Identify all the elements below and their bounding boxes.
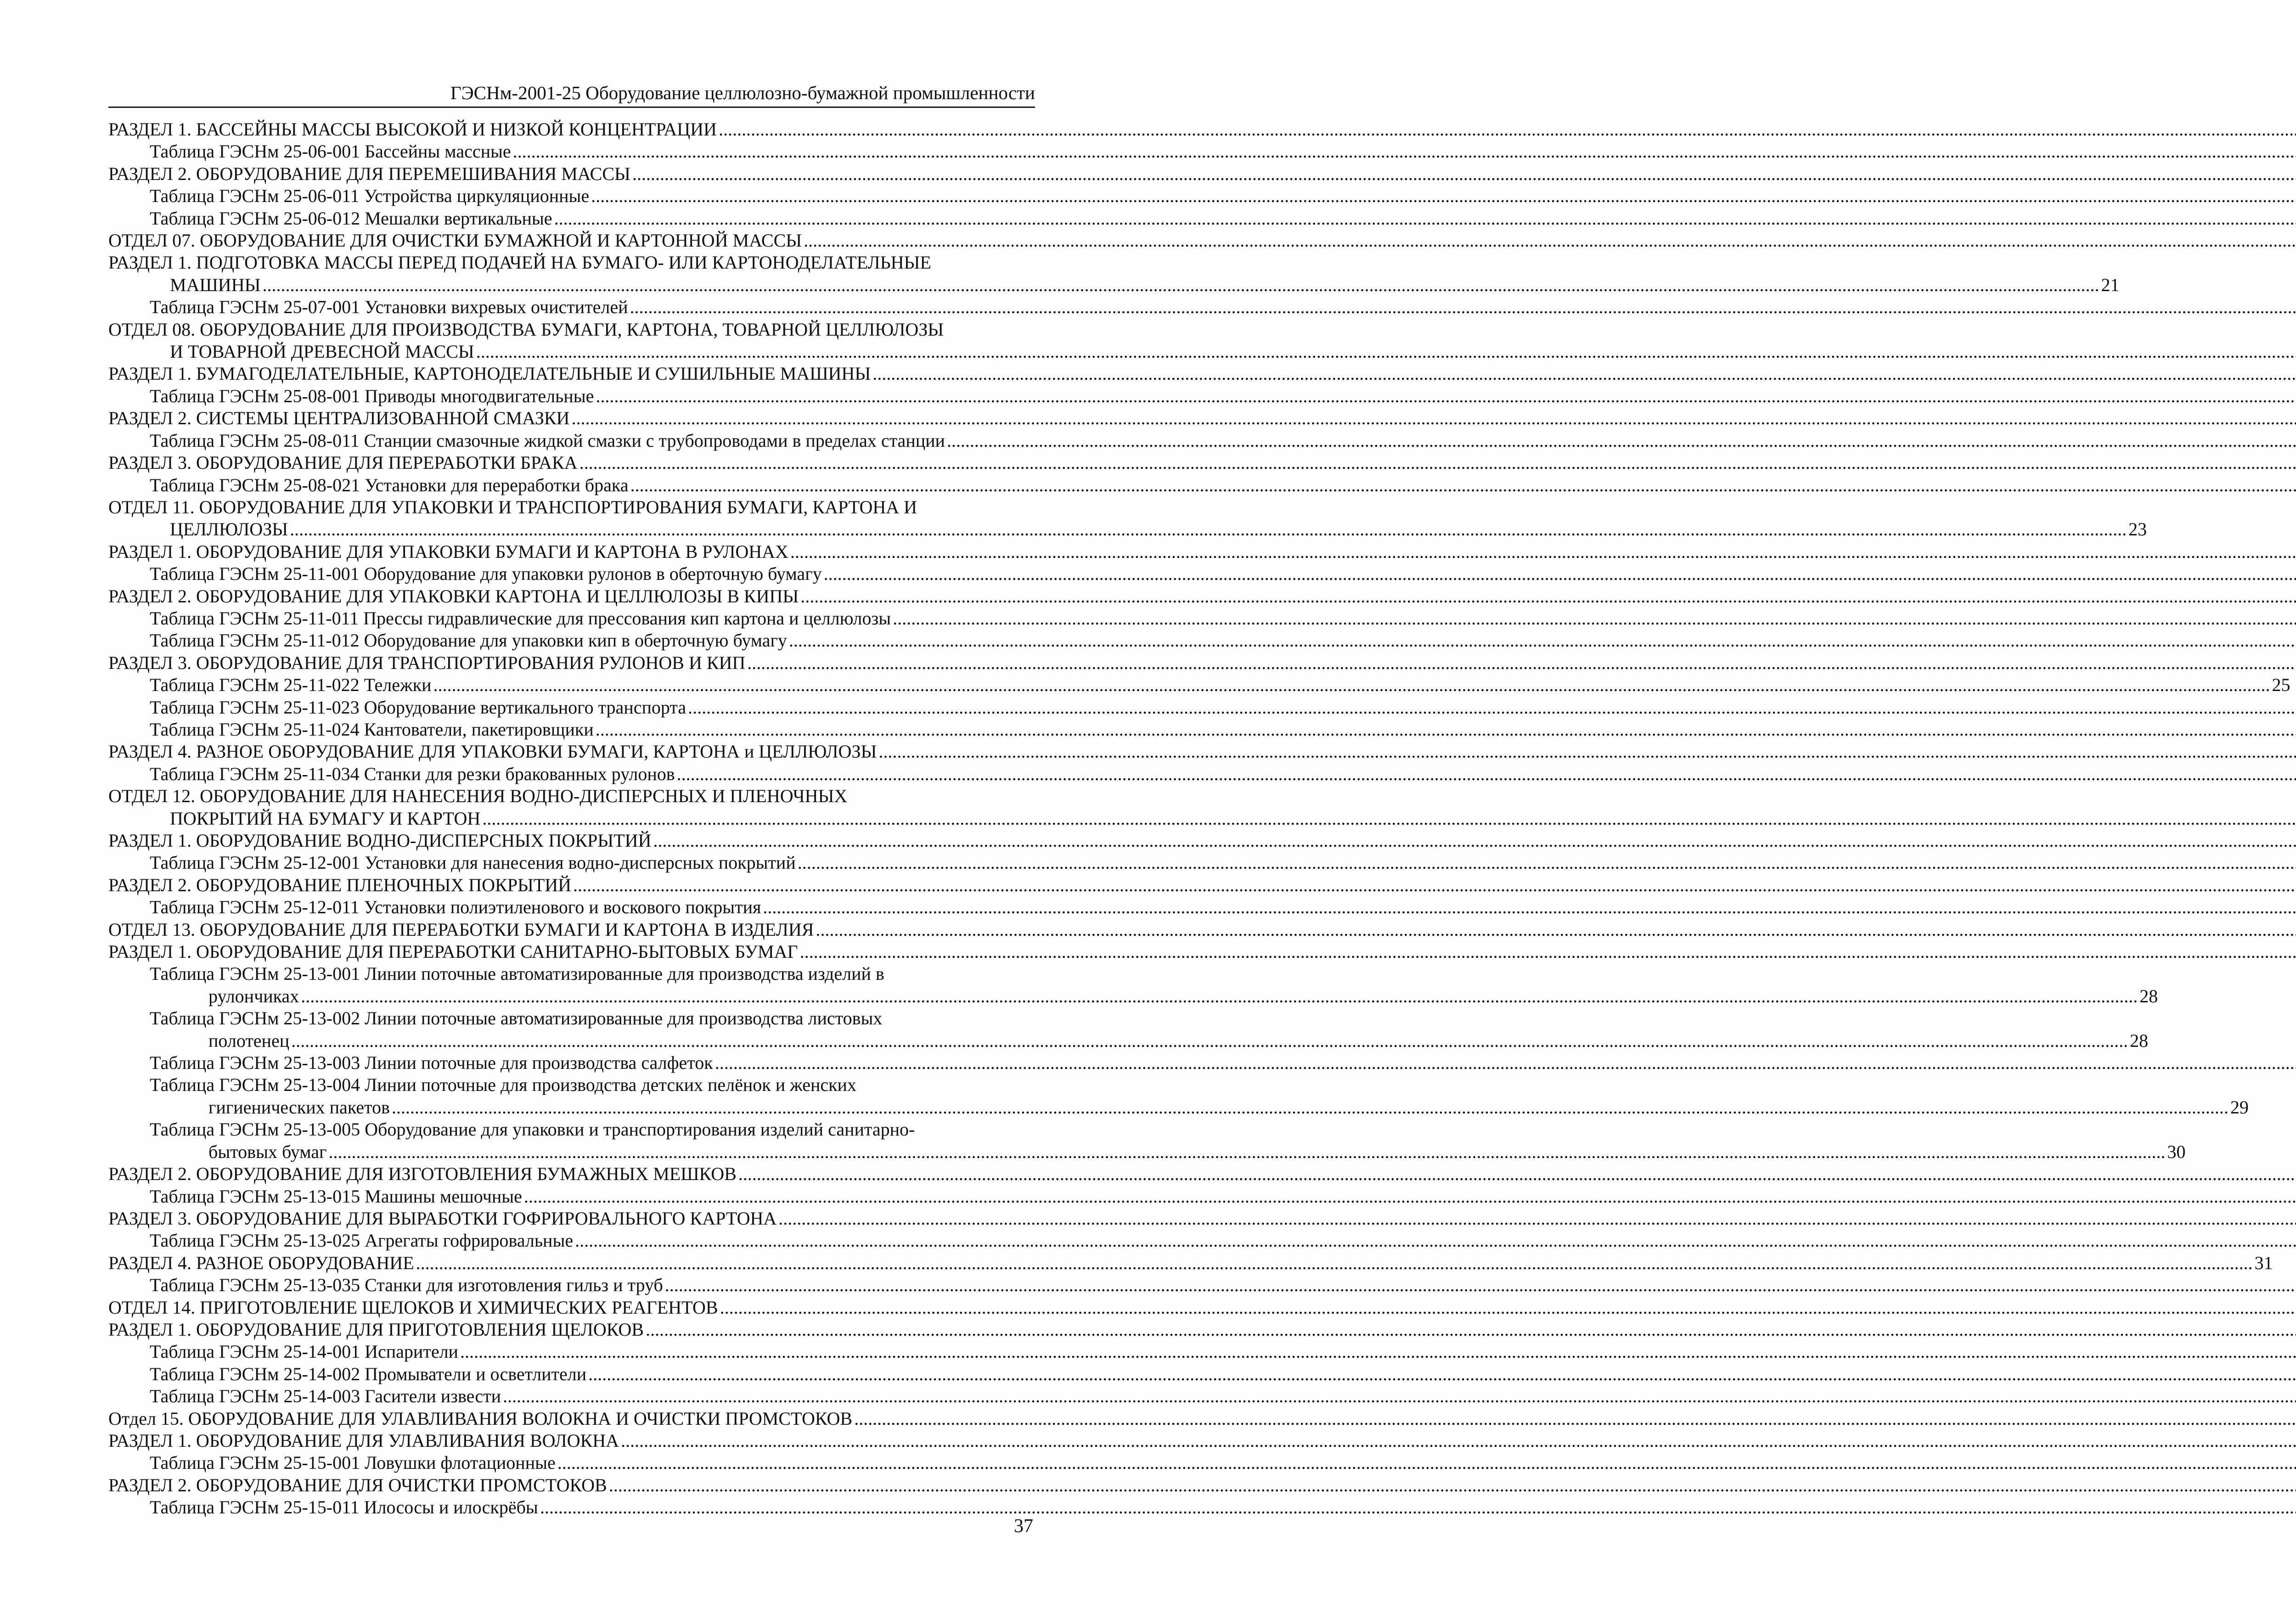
toc-table-entry (108, 630, 1035, 652)
toc-entry-title: Таблица ГЭСНм 25-15-011 Илососы и илоскрёбы (150, 1497, 538, 1518)
toc-entry-title: Таблица ГЭСНм 25-06-001 Бассейны массные (150, 141, 511, 162)
toc-entry-title: Таблица ГЭСНм 25-14-002 Промыватели и осветлители (150, 1363, 587, 1384)
toc-table-entry (108, 563, 1035, 585)
toc-entry-title: РАЗДЕЛ 1. ОБОРУДОВАНИЕ ДЛЯ УЛАВЛИВАНИЯ ВОЛОКНА (108, 1430, 619, 1451)
toc-table-entry (108, 1074, 2249, 1119)
toc-section-entry (108, 585, 1035, 607)
dot-leader (653, 830, 2296, 851)
dot-leader (778, 1208, 2296, 1229)
toc-table-entry (108, 1119, 2186, 1163)
toc-entry-title: Таблица ГЭСНм 25-13-002 Линии поточные автоматизированные для производства листовых (150, 1008, 883, 1029)
dot-leader (816, 919, 2296, 940)
toc-entry-title-continuation: МАШИНЫ (170, 274, 261, 295)
toc-entry-title: Таблица ГЭСНм 25-11-022 Тележки (150, 675, 432, 696)
toc-table-entry (108, 208, 1035, 230)
toc-table-entry (108, 185, 1035, 207)
toc-entry-title: РАЗДЕЛ 4. РАЗНОЕ ОБОРУДОВАНИЕ (108, 1252, 414, 1273)
toc-entry-title: РАЗДЕЛ 1. ОБОРУДОВАНИЕ ДЛЯ УПАКОВКИ БУМАГИ И КАРТОНА В РУЛОНАХ (108, 541, 788, 562)
toc-section-entry (108, 163, 1035, 185)
toc-entry-title: Таблица ГЭСНм 25-13-035 Станки для изготовления гильз и труб (150, 1275, 663, 1296)
toc-entry-title: РАЗДЕЛ 2. ОБОРУДОВАНИЕ ДЛЯ ОЧИСТКИ ПРОМСТОКОВ (108, 1474, 607, 1495)
toc-section-entry (108, 452, 1035, 474)
toc-entry-title: Таблица ГЭСНм 25-13-015 Машины мешочные (150, 1186, 522, 1207)
toc-page-number: 23 (2128, 519, 2147, 540)
toc-entry-title: Таблица ГЭСНм 25-13-001 Линии поточные автоматизированные для производства изделий в (150, 963, 884, 984)
toc-page-number: 28 (2130, 1030, 2149, 1051)
dot-leader (588, 1364, 2296, 1384)
dot-leader (503, 1386, 2296, 1406)
running-header: ГЭСНм-2001-25 Оборудование целлюлозно-бумажной промышленности (450, 82, 1035, 103)
toc-table-entry (108, 1274, 1035, 1296)
toc-section-entry (108, 1208, 1035, 1230)
toc-entry-title: Таблица ГЭСНм 25-11-023 Оборудование вертикального транспорта (150, 697, 687, 718)
toc-table-entry (108, 697, 1035, 719)
dot-leader (800, 941, 2296, 962)
toc-table-entry (108, 1186, 1035, 1208)
toc-entry-title: Таблица ГЭСНм 25-12-001 Установки для нанесения водно-дисперсных покрытий (150, 852, 796, 873)
dot-leader (763, 897, 2296, 917)
toc-entry-title: РАЗДЕЛ 1. БУМАГОДЕЛАТЕЛЬНЫЕ, КАРТОНОДЕЛАТЕЛЬНЫЕ И СУШИЛЬНЫЕ МАШИНЫ (108, 363, 871, 384)
toc-table-entry (108, 1052, 1035, 1074)
toc-section-entry (108, 541, 1035, 563)
dot-leader (262, 275, 2099, 295)
dot-leader (609, 1475, 2296, 1495)
dot-leader (416, 1253, 2253, 1273)
toc-table-entry (108, 1341, 1035, 1363)
toc-entry-title: Таблица ГЭСНм 25-08-001 Приводы многодвигательные (150, 385, 594, 406)
toc-entry-title: Таблица ГЭСНм 25-06-012 Мешалки вертикальные (150, 208, 552, 229)
toc-entry-title: ОТДЕЛ 14. ПРИГОТОВЛЕНИЕ ЩЕЛОКОВ И ХИМИЧЕСКИХ РЕАГЕНТОВ (108, 1297, 718, 1318)
toc-page-number: 21 (2101, 274, 2120, 295)
dot-leader (804, 230, 2296, 251)
dot-leader (596, 386, 2296, 406)
dot-leader (392, 1097, 2228, 1118)
dot-leader (854, 1408, 2296, 1429)
toc-entry-title: ОТДЕЛ 13. ОБОРУДОВАНИЕ ДЛЯ ПЕРЕРАБОТКИ БУМАГИ И КАРТОНА В ИЗДЕЛИЯ (108, 919, 814, 940)
toc-entry-title: Таблица ГЭСНм 25-14-003 Гасители извести (150, 1386, 501, 1407)
toc-section-entry (108, 407, 1035, 429)
toc-entry-title: ОТДЕЛ 07. ОБОРУДОВАНИЕ ДЛЯ ОЧИСТКИ БУМАЖНОЙ И КАРТОННОЙ МАССЫ (108, 230, 802, 251)
toc-entry-title-continuation: рулончиках (208, 985, 299, 1006)
toc-table-entry (108, 607, 1035, 630)
toc-entry-title: Таблица ГЭСНм 25-11-034 Станки для резки бракованных рулонов (150, 763, 675, 784)
toc-entry-title: Таблица ГЭСНм 25-11-001 Оборудование для упаковки рулонов в оберточную бумагу (150, 563, 822, 585)
dot-leader (947, 430, 2296, 451)
dot-leader (513, 141, 2296, 162)
toc-table-entry (108, 963, 2158, 1007)
toc-section-entry (108, 741, 1035, 763)
toc-table-entry (108, 1230, 1035, 1252)
toc-section-entry (108, 1252, 2273, 1274)
toc-section-entry (108, 1319, 1035, 1341)
dot-leader (720, 1297, 2296, 1318)
toc-section-entry (108, 1474, 1035, 1496)
dot-leader (632, 163, 2296, 184)
dot-leader (591, 185, 2296, 206)
dot-leader (715, 1052, 2296, 1073)
toc-table-entry (108, 1007, 2149, 1052)
dot-leader (677, 764, 2296, 784)
dot-leader (557, 1452, 2296, 1473)
toc-entry-title: РАЗДЕЛ 4. РАЗНОЕ ОБОРУДОВАНИЕ ДЛЯ УПАКОВКИ БУМАГИ, КАРТОНА и ЦЕЛЛЮЛОЗЫ (108, 741, 877, 762)
toc-entry-title: РАЗДЕЛ 2. ОБОРУДОВАНИЕ ПЛЕНОЧНЫХ ПОКРЫТИЙ (108, 874, 572, 895)
toc-section-entry (108, 230, 1035, 252)
toc-section-entry (108, 652, 1035, 674)
dot-leader (798, 852, 2296, 873)
dot-leader (596, 719, 2296, 740)
dot-leader (824, 563, 2296, 584)
toc-entry-title: Таблица ГЭСНм 25-12-011 Установки полиэтиленового и воскового покрытия (150, 897, 761, 918)
dot-leader (554, 208, 2296, 229)
toc-entry-title: Таблица ГЭСНм 25-06-011 Устройства циркуляционные (150, 185, 590, 207)
dot-leader (540, 1497, 2296, 1518)
dot-leader (571, 408, 2296, 428)
toc-table-entry (108, 474, 1035, 496)
toc-entry-title: Отдел 15. ОБОРУДОВАНИЕ ДЛЯ УЛАВЛИВАНИЯ ВОЛОКНА И ОЧИСТКИ ПРОМСТОКОВ (108, 1408, 853, 1429)
toc-entry-title: РАЗДЕЛ 2. ОБОРУДОВАНИЕ ДЛЯ ИЗГОТОВЛЕНИЯ БУМАЖНЫХ МЕШКОВ (108, 1164, 737, 1185)
toc-section-entry (108, 496, 2147, 541)
dot-leader (790, 541, 2296, 562)
toc-entry-title: РАЗДЕЛ 2. ОБОРУДОВАНИЕ ДЛЯ ПЕРЕМЕШИВАНИЯ МАССЫ (108, 163, 630, 184)
toc-table-entry (108, 1452, 1035, 1474)
dot-leader (893, 608, 2296, 629)
toc-table-entry (108, 385, 1035, 407)
toc-table-entry (108, 674, 2290, 696)
dot-leader (789, 630, 2296, 651)
toc-entry-title: ОТДЕЛ 11. ОБОРУДОВАНИЕ ДЛЯ УПАКОВКИ И ТРАНСПОРТИРОВАНИЯ БУМАГИ, КАРТОНА И (108, 496, 917, 517)
dot-leader (630, 297, 2296, 317)
toc-section-entry (108, 919, 1035, 941)
toc-section-entry (108, 319, 1035, 363)
toc-entry-title: Таблица ГЭСНм 25-13-003 Линии поточные для производства салфеток (150, 1052, 713, 1074)
toc-entry-title-continuation: гигиенических пакетов (208, 1096, 390, 1118)
toc-entry-title: РАЗДЕЛ 3. ОБОРУДОВАНИЕ ДЛЯ ВЫРАБОТКИ ГОФРИРОВАЛЬНОГО КАРТОНА (108, 1208, 777, 1229)
toc-entry-title: Таблица ГЭСНм 25-13-025 Агрегаты гофрировальные (150, 1230, 574, 1251)
toc-section-entry (108, 1163, 1035, 1185)
toc-entry-title-continuation: ЦЕЛЛЮЛОЗЫ (170, 519, 288, 540)
dot-leader (328, 1141, 2165, 1162)
toc-entry-title: РАЗДЕЛ 3. ОБОРУДОВАНИЕ ДЛЯ ПЕРЕРАБОТКИ БРАКА (108, 452, 578, 473)
dot-leader (630, 475, 2296, 495)
dot-leader (460, 1341, 2296, 1362)
toc-section-entry (108, 830, 1035, 852)
toc-section-entry (108, 1297, 1035, 1319)
dot-leader (433, 675, 2270, 695)
toc-table-entry (108, 1363, 1035, 1385)
toc-entry-title: Таблица ГЭСНм 25-11-024 Кантователи, пакетировщики (150, 719, 594, 740)
toc-entry-title-continuation: бытовых бумаг (208, 1141, 327, 1162)
toc-section-entry (108, 1408, 1035, 1430)
dot-leader (719, 119, 2296, 140)
toc-entry-title-continuation: ПОКРЫТИЙ НА БУМАГУ И КАРТОН (170, 808, 481, 829)
toc-entry-title: Таблица ГЭСНм 25-08-021 Установки для переработки брака (150, 474, 629, 495)
dot-leader (291, 1030, 2128, 1051)
toc-table-entry (108, 719, 1035, 741)
toc-entry-title: Таблица ГЭСНм 25-15-001 Ловушки флотационные (150, 1452, 556, 1473)
toc-entry-title: Таблица ГЭСНм 25-11-011 Прессы гидравлические для прессования кип картона и целлюлозы (150, 607, 891, 629)
toc-page-number: 25 (2272, 675, 2290, 696)
dot-leader (290, 519, 2127, 540)
page-number: 37 (1014, 1516, 1033, 1537)
toc-entry-title: Таблица ГЭСНм 25-14-001 Испарители (150, 1341, 458, 1362)
toc-section-entry (108, 252, 2120, 296)
dot-leader (301, 986, 2138, 1006)
toc-entry-title: РАЗДЕЛ 1. ПОДГОТОВКА МАССЫ ПЕРЕД ПОДАЧЕЙ НА БУМАГО- ИЛИ КАРТОНОДЕЛАТЕЛЬНЫЕ (108, 252, 931, 273)
dot-leader (738, 1164, 2296, 1184)
toc-table-entry (108, 852, 1035, 874)
dot-leader (573, 875, 2296, 895)
toc-page-number: 29 (2230, 1096, 2249, 1118)
dot-leader (747, 652, 2296, 673)
toc-entry-title: РАЗДЕЛ 1. ОБОРУДОВАНИЕ ДЛЯ ПЕРЕРАБОТКИ САНИТАРНО-БЫТОВЫХ БУМАГ (108, 941, 798, 962)
dot-leader (646, 1319, 2296, 1340)
toc-section-entry (108, 363, 1035, 385)
toc-table-entry (108, 141, 1035, 163)
toc-section-entry (108, 118, 1035, 141)
toc-table-entry (108, 1385, 1035, 1407)
toc-entry-title: Таблица ГЭСНм 25-13-004 Линии поточные для производства детских пелёнок и женских (150, 1074, 856, 1096)
toc-entry-title: РАЗДЕЛ 3. ОБОРУДОВАНИЕ ДЛЯ ТРАНСПОРТИРОВАНИЯ РУЛОНОВ И КИП (108, 652, 746, 673)
toc-section-entry (108, 941, 1035, 963)
toc-entry-title-continuation: И ТОВАРНОЙ ДРЕВЕСНОЙ МАССЫ (170, 341, 474, 362)
dot-leader (800, 586, 2296, 607)
toc-entry-title: ОТДЕЛ 12. ОБОРУДОВАНИЕ ДЛЯ НАНЕСЕНИЯ ВОДНО-ДИСПЕРСНЫХ И ПЛЕНОЧНЫХ (108, 786, 848, 807)
toc-entry-title: РАЗДЕЛ 1. БАССЕЙНЫ МАССЫ ВЫСОКОЙ И НИЗКОЙ КОНЦЕНТРАЦИИ (108, 119, 717, 140)
toc-entry-title: Таблица ГЭСНм 25-07-001 Установки вихревых очистителей (150, 297, 628, 318)
toc-entry-title: РАЗДЕЛ 1. ОБОРУДОВАНИЕ ВОДНО-ДИСПЕРСНЫХ ПОКРЫТИЙ (108, 830, 652, 851)
toc-table-entry (108, 296, 1035, 318)
table-of-contents (108, 118, 2290, 1519)
toc-page-number: 31 (2254, 1252, 2273, 1273)
toc-section-entry (108, 785, 1035, 830)
toc-entry-title: ОТДЕЛ 08. ОБОРУДОВАНИЕ ДЛЯ ПРОИЗВОДСТВА БУМАГИ, КАРТОНА, ТОВАРНОЙ ЦЕЛЛЮЛОЗЫ (108, 319, 944, 340)
header-divider (108, 107, 1035, 108)
dot-leader (878, 741, 2296, 762)
dot-leader (482, 808, 2296, 829)
toc-table-entry (108, 896, 1035, 918)
dot-leader (476, 341, 2296, 362)
dot-leader (621, 1430, 2296, 1451)
dot-leader (580, 452, 2296, 473)
toc-entry-title: РАЗДЕЛ 2. ОБОРУДОВАНИЕ ДЛЯ УПАКОВКИ КАРТОНА И ЦЕЛЛЮЛОЗЫ В КИПЫ (108, 585, 799, 607)
toc-section-entry (108, 874, 1035, 896)
toc-page-number: 28 (2139, 985, 2158, 1006)
toc-page-number: 30 (2167, 1141, 2186, 1162)
toc-table-entry (108, 430, 1035, 452)
toc-entry-title-continuation: полотенец (208, 1030, 290, 1051)
toc-table-entry (108, 1496, 1035, 1518)
dot-leader (575, 1230, 2296, 1251)
toc-entry-title: Таблица ГЭСНм 25-11-012 Оборудование для упаковки кип в оберточную бумагу (150, 630, 787, 651)
dot-leader (688, 697, 2296, 718)
dot-leader (872, 363, 2296, 384)
dot-leader (665, 1275, 2296, 1295)
toc-section-entry (108, 1430, 1035, 1452)
toc-entry-title: Таблица ГЭСНм 25-13-005 Оборудование для упаковки и транспортирования изделий санитарно- (150, 1119, 915, 1140)
toc-table-entry (108, 763, 1035, 785)
toc-entry-title: РАЗДЕЛ 2. СИСТЕМЫ ЦЕНТРАЛИЗОВАННОЙ СМАЗКИ (108, 408, 570, 429)
toc-entry-title: Таблица ГЭСНм 25-08-011 Станции смазочные жидкой смазки с трубопроводами в пределах станции (150, 430, 945, 451)
toc-entry-title: РАЗДЕЛ 1. ОБОРУДОВАНИЕ ДЛЯ ПРИГОТОВЛЕНИЯ ЩЕЛОКОВ (108, 1319, 644, 1340)
dot-leader (524, 1186, 2296, 1207)
